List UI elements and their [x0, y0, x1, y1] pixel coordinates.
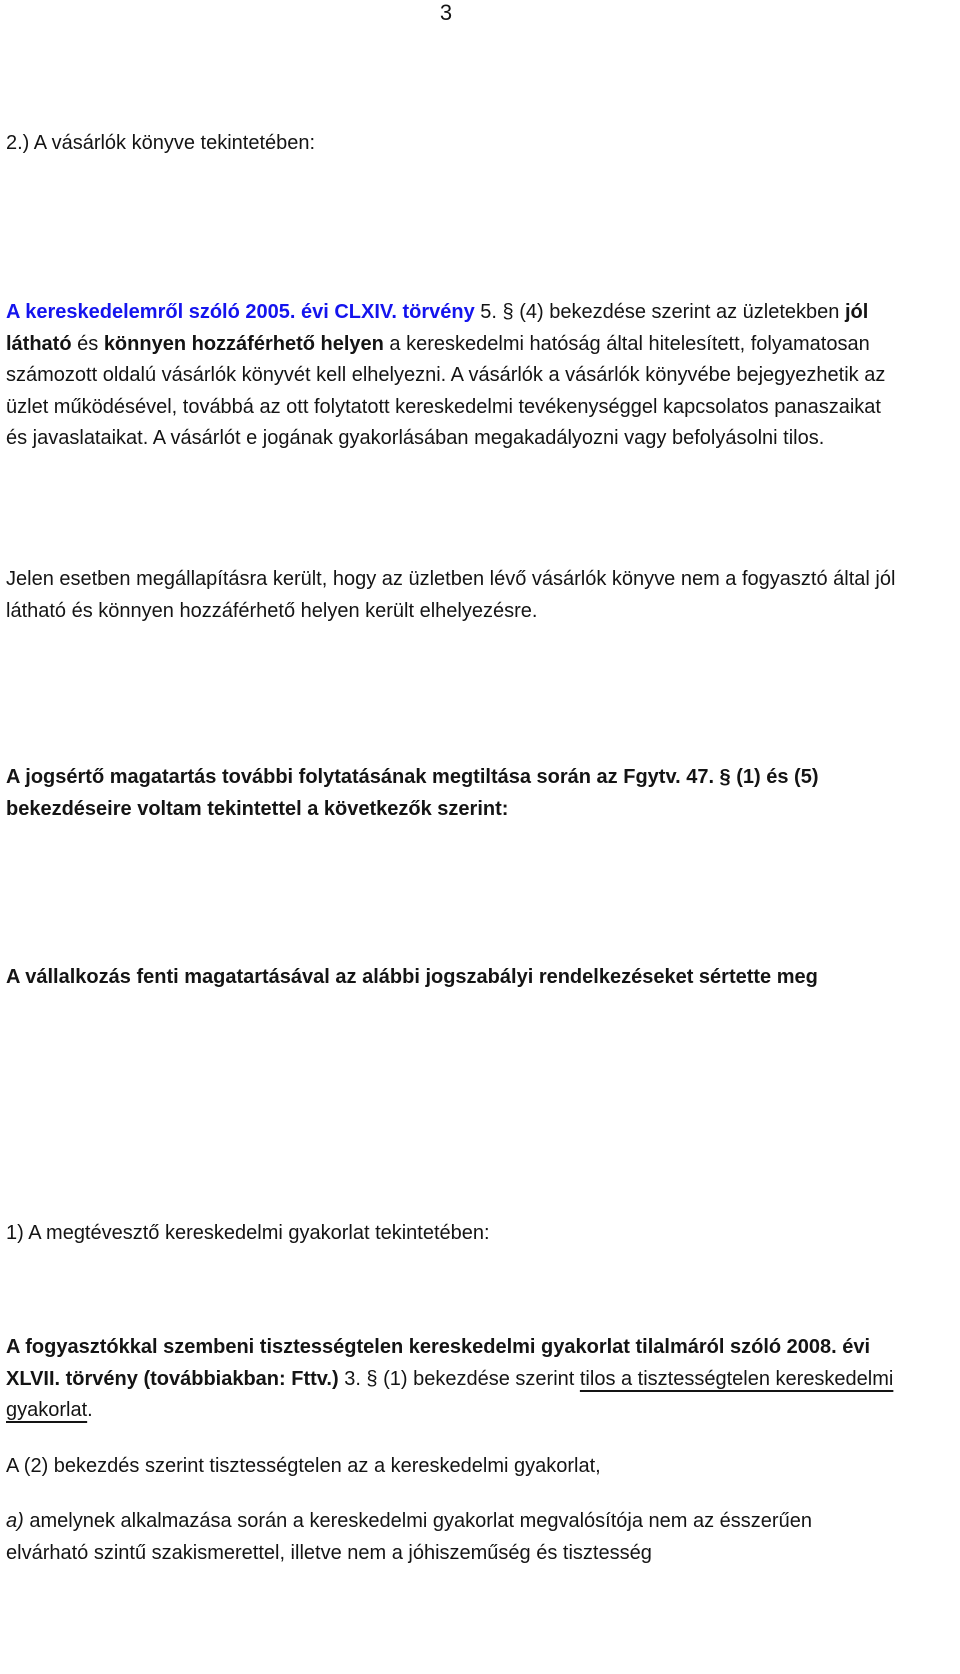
subsection-heading: 1) A megtévesztő kereskedelmi gyakorlat tekintetében:: [6, 1222, 490, 1244]
paragraph-shopping-book-rule: [6, 297, 898, 455]
text-segment: amelynek alkalmazása során a kereskedelmi gyakorlat megvalósítója nem az ésszerűen elvárható szintű szakismerettel, illetve nem a jóhiszeműség és tisztesség: [6, 1510, 812, 1564]
bold-text: könnyen hozzáférhető helyen: [103, 332, 384, 355]
paragraph-finding: Jelen esetben megállapításra került, hogy az üzletben lévő vásárlók könyve nem a fogyasztó által jól látható és könnyen hozzáférhető helyen került elhelyezésre.: [6, 568, 896, 622]
text-segment: 5. § (4) bekezdése szerint az üzletekben: [474, 301, 845, 323]
paragraph-point-a: [6, 1506, 898, 1569]
text-segment: a kereskedelmi hatóság által hitelesített, folyamatosan számozott oldalú vásárlók könyvét kell elhelyezni. A vásárlók a vásárlók könyvébe bejegyezhetik az üzlet működésével, továbbá az ott folytatott kereskedelmi tevékenységgel kapcsolatos panaszaikat és javaslataikat. A vásárlót e jogának gyakorlásában megakadályozni vagy befolyásolni tilos.: [6, 332, 886, 449]
page-number: 3: [439, 0, 453, 25]
text-segment: .: [87, 1399, 93, 1421]
underlined-text: tilos a tisztességtelen kereskedelmi gyakorlat: [6, 1367, 894, 1421]
list-label: a): [6, 1510, 24, 1532]
text-segment: és: [71, 332, 104, 355]
law-reference-link[interactable]: A kereskedelemről szóló 2005. évi CLXIV. törvény: [6, 301, 475, 323]
bold-text: A fogyasztókkal szembeni tisztességtelen kereskedelmi gyakorlat tilalmáról szóló 2008. évi XLVII. törvény (továbbiakban: Fttv.): [6, 1336, 871, 1390]
text-segment: 3. § (1) bekezdése szerint: [338, 1367, 580, 1390]
section-heading: 2.) A vásárlók könyve tekintetében:: [6, 132, 316, 154]
paragraph-violated-rules: A vállalkozás fenti magatartásával az alábbi jogszabályi rendelkezéseket sértette meg: [6, 966, 818, 988]
paragraph-unfair-definition: A (2) bekezdés szerint tisztességtelen az a kereskedelmi gyakorlat,: [6, 1455, 601, 1477]
bold-text: jól látható: [6, 301, 869, 355]
paragraph-prohibition-considerations: A jogsértő magatartás további folytatásának megtiltása során az Fgytv. 47. § (1) és (5) bekezdéseire voltam tekintettel a következők szerint:: [6, 766, 819, 820]
paragraph-fttv-rule: [6, 1332, 898, 1427]
